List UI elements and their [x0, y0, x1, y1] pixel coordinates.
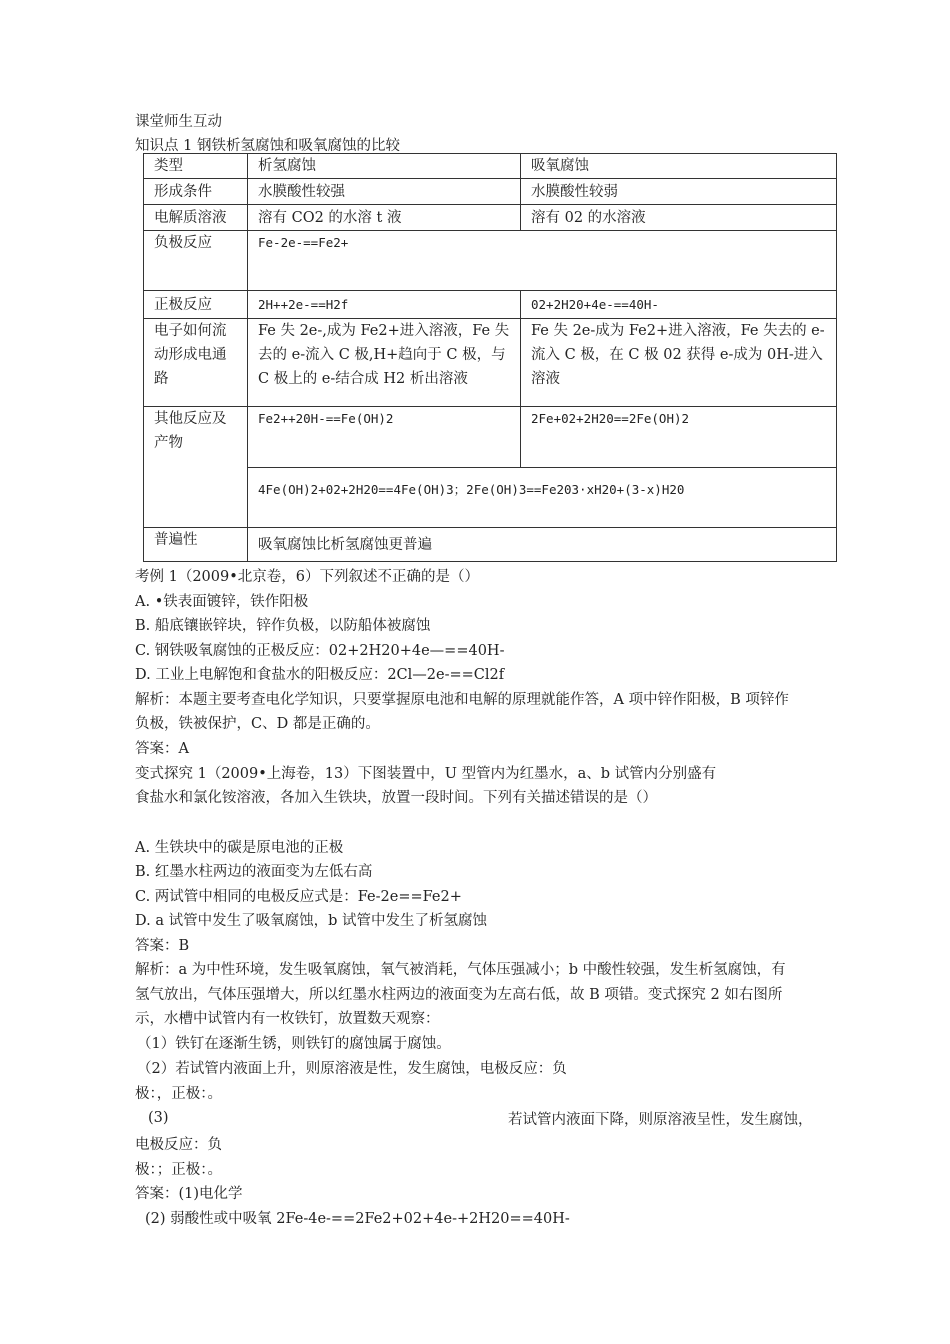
section-heading: 课堂师生互动	[135, 114, 222, 130]
table-cell: Fe 失 2e-成为 Fe2+进入溶液，Fe 失去的 e-流入 C 极，在 C 极 02 获得 e-成为 0H-进入溶液	[521, 319, 837, 407]
table-cell: 普遍性	[144, 528, 248, 562]
table-cell: 溶有 CO2 的水溶 t 液	[248, 205, 521, 231]
table-cell: 2Fe+02+2H20==2Fe(OH)2	[521, 407, 837, 468]
variant-1-analysis-cont2: 示，水槽中试管内有一枚铁钉，放置数天观察：	[135, 1011, 440, 1027]
table-cell: Fe-2e-==Fe2+	[248, 231, 837, 291]
variant-2-answer: 答案：(1)电化学	[135, 1186, 243, 1202]
table-row	[144, 291, 837, 319]
variant-2-part-1: （1）铁钉在逐渐生锈，则铁钉的腐蚀属于腐蚀。	[137, 1036, 451, 1052]
table-cell: 正极反应	[144, 291, 248, 319]
example-1-option-b: B. 船底镶嵌锌块，锌作负极，以防船体被腐蚀	[135, 618, 431, 634]
variant-2-part-3-number: (3)	[148, 1110, 169, 1126]
example-1-analysis: 解析：本题主要考查电化学知识，只要掌握原电池和电解的原理就能作答，A 项中锌作阳极，B 项锌作	[135, 692, 789, 708]
variant-2-part-3-cont: 电极反应：负	[135, 1137, 222, 1153]
table-cell: 02+2H20+4e-==40H-	[521, 291, 837, 319]
example-1-option-d: D. 工业上电解饱和食盐水的阳极反应：2Cl—2e-==Cl2f	[135, 667, 505, 683]
example-1-analysis-cont: 负极，铁被保护，C、D 都是正确的。	[135, 716, 380, 732]
variant-2-part-3: 若试管内液面下降，则原溶液呈性，发生腐蚀，	[508, 1112, 813, 1128]
example-1-option-c: C. 钢铁吸氧腐蚀的正极反应：02+2H20+4e—==40H-	[135, 643, 505, 659]
table-cell: Fe 失 2e-,成为 Fe2+进入溶液，Fe 失去的 e-流入 C 极,H+趋向于 C 极，与 C 极上的 e-结合成 H2 析出溶液	[248, 319, 521, 407]
table-cell: 溶有 02 的水溶液	[521, 205, 837, 231]
table-cell: 电子如何流动形成电通路	[144, 319, 248, 407]
table-row	[144, 468, 837, 528]
table-cell: 水膜酸性较弱	[521, 179, 837, 205]
table-row	[144, 528, 837, 562]
variant-2-part-3-cont2: 极：；正极：。	[135, 1162, 222, 1178]
table-cell: 吸氧腐蚀	[521, 154, 837, 179]
variant-1-option-a: A. 生铁块中的碳是原电池的正极	[135, 840, 344, 856]
table-row	[144, 205, 837, 231]
comparison-table	[143, 153, 837, 562]
variant-1-question-cont: 食盐水和氯化铵溶液，各加入生铁块，放置一段时间。下列有关描述错误的是（）	[135, 790, 657, 806]
table-cell: 析氢腐蚀	[248, 154, 521, 179]
example-1-option-a: A. •铁表面镀锌，铁作阳极	[135, 594, 309, 610]
table-cell: 水膜酸性较强	[248, 179, 521, 205]
table-row	[144, 231, 837, 291]
variant-2-part-2-cont: 极：，正极：。	[135, 1086, 222, 1102]
table-cell: 其他反应及产物	[144, 407, 248, 528]
variant-2-part-2: （2）若试管内液面上升，则原溶液是性，发生腐蚀，电极反应：负	[137, 1061, 567, 1077]
variant-1-option-d: D. a 试管中发生了吸氧腐蚀，b 试管中发生了析氢腐蚀	[135, 913, 487, 929]
knowledge-point-title: 知识点 1 钢铁析氢腐蚀和吸氧腐蚀的比较	[135, 138, 400, 154]
table-cell: 4Fe(OH)2+02+2H20==4Fe(OH)3；2Fe(OH)3==Fe203·xH20+(3-x)H20	[248, 468, 837, 528]
table-cell: 电解质溶液	[144, 205, 248, 231]
table-cell: Fe2++20H-==Fe(OH)2	[248, 407, 521, 468]
table-cell: 2H++2e-==H2f	[248, 291, 521, 319]
table-row	[144, 407, 837, 468]
variant-1-question: 变式探究 1（2009•上海卷，13）下图装置中，U 型管内为红墨水，a、b 试管内分别盛有	[135, 766, 717, 782]
table-cell: 负极反应	[144, 231, 248, 291]
variant-1-analysis-cont: 氢气放出，气体压强增大，所以红墨水柱两边的液面变为左高右低，故 B 项错。变式探究 2 如右图所	[135, 987, 783, 1003]
table-cell: 吸氧腐蚀比析氢腐蚀更普遍	[248, 528, 837, 562]
variant-1-analysis: 解析：a 为中性环境，发生吸氧腐蚀，氧气被消耗，气体压强减小；b 中酸性较强，发生析氢腐蚀，有	[135, 962, 786, 978]
example-1-answer: 答案：A	[135, 741, 189, 757]
example-1-question: 考例 1（2009•北京卷，6）下列叙述不正确的是（）	[135, 569, 480, 585]
variant-2-answer-cont: (2) 弱酸性或中吸氧 2Fe-4e-==2Fe2+02+4e-+2H20==40H-	[145, 1211, 570, 1227]
table-cell: 类型	[144, 154, 248, 179]
variant-1-answer: 答案：B	[135, 938, 190, 954]
table-row	[144, 179, 837, 205]
variant-1-option-c: C. 两试管中相同的电极反应式是：Fe-2e==Fe2+	[135, 889, 462, 905]
variant-1-option-b: B. 红墨水柱两边的液面变为左低右高	[135, 864, 373, 880]
table-cell: 形成条件	[144, 179, 248, 205]
table-row	[144, 319, 837, 407]
table-row	[144, 154, 837, 179]
